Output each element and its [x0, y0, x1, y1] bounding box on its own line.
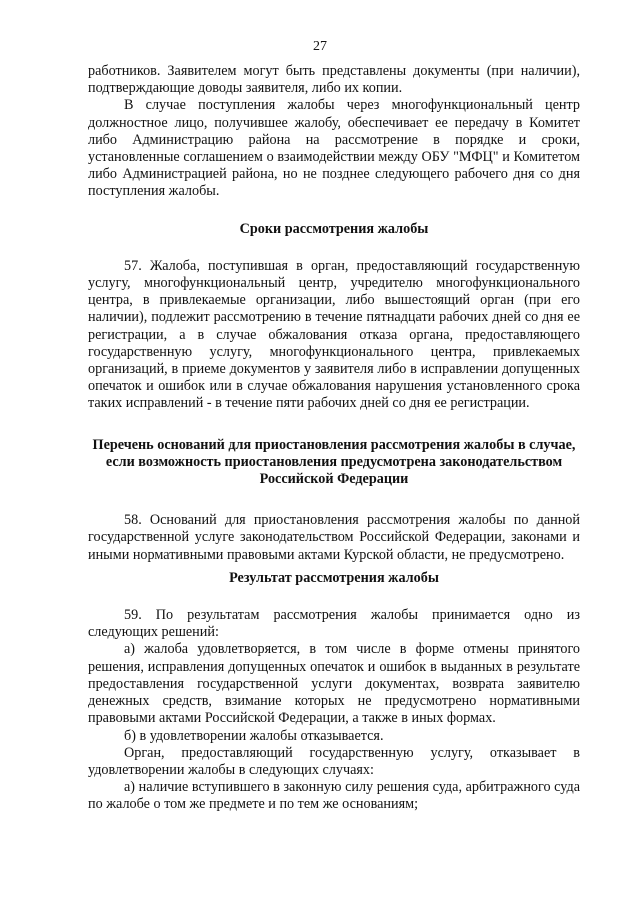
paragraph-mfc-transfer: В случае поступления жалобы через многофункциональный центр должностное лицо, получившее жалобу, обеспечивает ее передачу в Комитет либо Администрацию района на рассмотрение в порядке и сроки, установленные соглашением о взаимодействии между ОБУ "МФЦ" и Комитетом либо Администрацией района, но не позднее следующего рабочего дня со дня поступления жалобы. [88, 97, 580, 200]
page-number: 27 [313, 39, 327, 54]
heading-review-result: Результат рассмотрения жалобы [229, 569, 439, 586]
page-content [88, 63, 580, 814]
paragraph-59-b: б) в удовлетворении жалобы отказывается. [124, 727, 384, 744]
paragraph-refusal-a: а) наличие вступившего в законную силу решения суда, арбитражного суда по жалобе о том же предмете и по тем же основаниям; [88, 779, 580, 813]
paragraph-59: 59. По результатам рассмотрения жалобы принимается одно из следующих решений: [88, 607, 580, 641]
paragraph-continuation: работников. Заявителем могут быть представлены документы (при наличии), подтверждающие доводы заявителя, либо их копии. [88, 63, 580, 97]
paragraph-57: 57. Жалоба, поступившая в орган, предоставляющий государственную услугу, многофункциональный центр, учредителю многофункционального центра, в привлекаемые организации, либо вышестоящий орган (при его наличии), подлежит рассмотрению в течение пятнадцати рабочих дней со дня ее регистрации, а в случае обжалования отказа органа, предоставляющего государственную услугу, многофункционального центра, привлекаемых организаций, в приеме документов у заявителя либо в исправлении допущенных опечаток и ошибок или в случае обжалования нарушения установленного срока таких исправлений - в течение пяти рабочих дней со дня ее регистрации. [88, 257, 580, 412]
heading-review-terms: Сроки рассмотрения жалобы [239, 220, 429, 237]
paragraph-refusal-cases: Орган, предоставляющий государственную услугу, отказывает в удовлетворении жалобы в следующих случаях: [88, 744, 580, 778]
paragraph-59-a: а) жалоба удовлетворяется, в том числе в форме отмены принятого решения, исправления допущенных опечаток и ошибок в выданных в результате предоставления государственной услуги документах, возврата заявителю денежных средств, взимание которых не предусмотрено нормативными правовыми актами Российской Федерации, а также в иных формах. [88, 641, 580, 727]
paragraph-58: 58. Оснований для приостановления рассмотрения жалобы по данной государственной услуге законодательством Российской Федерации, законами и иными нормативными правовыми актами Курской области, не предусмотрено. [88, 512, 580, 563]
heading-suspension-grounds: Перечень оснований для приостановления рассмотрения жалобы в случае, если возможность приостановления предусмотрена законодательством Российской Федерации [92, 436, 576, 488]
